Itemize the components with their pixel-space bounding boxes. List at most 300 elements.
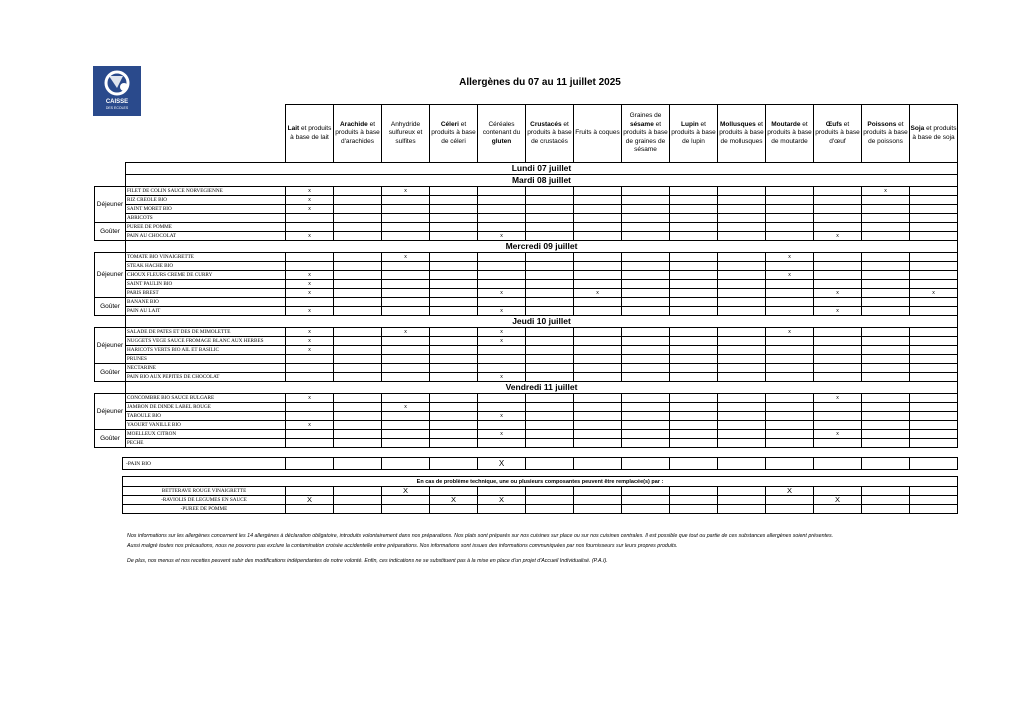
allergen-cell (814, 394, 862, 403)
allergen-cell (430, 205, 478, 214)
allergen-cell (382, 430, 430, 439)
allergen-cell (286, 421, 334, 430)
allergen-cell (766, 505, 814, 514)
allergen-cell (526, 496, 574, 505)
allergen-name-2: gluten (491, 137, 512, 145)
allergen-mark: x (788, 272, 791, 278)
allergen-name: Mollusques (720, 120, 756, 128)
menu-item-row (95, 355, 958, 364)
allergen-cell (670, 205, 718, 214)
allergen-cell (382, 214, 430, 223)
allergen-cell (814, 187, 862, 196)
allergen-cell (910, 496, 958, 505)
allergen-cell (670, 487, 718, 496)
dish-name: PAIN AU CHOCOLAT (126, 232, 286, 241)
allergen-cell (478, 328, 526, 337)
allergen-cell (526, 214, 574, 223)
allergen-cell (622, 298, 670, 307)
allergen-cell (766, 232, 814, 241)
allergen-cell (478, 394, 526, 403)
allergen-cell (910, 223, 958, 232)
allergen-cell (286, 253, 334, 262)
allergen-cell (430, 187, 478, 196)
allergen-cell (862, 298, 910, 307)
allergen-header (574, 105, 622, 163)
menu-item-row (95, 439, 958, 448)
allergen-cell (814, 355, 862, 364)
allergen-mark: x (836, 290, 839, 296)
allergen-cell (766, 223, 814, 232)
allergen-header (430, 105, 478, 163)
dish-name: BANANE BIO (126, 298, 286, 307)
meal-label: Déjeuner (95, 328, 126, 364)
allergen-cell (622, 271, 670, 280)
allergen-cell (286, 280, 334, 289)
allergen-desc: et produits à base de lupin (671, 120, 716, 145)
menu-item-row (95, 214, 958, 223)
menu-item-row (95, 328, 958, 337)
replacement-dish: BETTERAVE ROUGE VINAIGRETTE (123, 487, 286, 496)
allergen-cell (766, 271, 814, 280)
allergen-mark: x (308, 188, 311, 194)
allergen-mark: x (308, 395, 311, 401)
allergen-cell (910, 307, 958, 316)
menu-item-row (95, 298, 958, 307)
allergen-cell (430, 346, 478, 355)
allergen-cell (910, 364, 958, 373)
allergen-cell (814, 346, 862, 355)
meal-label: Déjeuner (95, 187, 126, 223)
menu-item-row (95, 289, 958, 298)
allergen-cell (286, 346, 334, 355)
allergen-cell (478, 307, 526, 316)
allergen-cell (718, 307, 766, 316)
allergen-cell (286, 373, 334, 382)
menu-item-row (95, 187, 958, 196)
allergen-cell (430, 496, 478, 505)
note-paragraph-3: De plus, nos menus et nos recettes peuvent subir des modifications indépendantes de notre volonté. Enfin, ces indications ne se substituent pas à la mise en place d'un projet d'Accueil Individualisé. (P.A.I). (127, 558, 608, 564)
allergen-cell (334, 205, 382, 214)
allergen-cell (766, 373, 814, 382)
allergen-desc: et produits à base de moutarde (767, 120, 812, 145)
allergen-cell (862, 346, 910, 355)
allergen-cell (382, 364, 430, 373)
allergen-cell (862, 307, 910, 316)
allergen-cell (430, 262, 478, 271)
meal-label: Goûter (95, 430, 126, 448)
allergen-cell (910, 253, 958, 262)
allergen-mark: x (308, 308, 311, 314)
allergen-cell (382, 298, 430, 307)
allergen-cell (622, 232, 670, 241)
allergen-cell (622, 355, 670, 364)
allergen-cell (766, 421, 814, 430)
allergen-cell (430, 232, 478, 241)
allergen-cell (478, 346, 526, 355)
allergen-cell (286, 496, 334, 505)
allergen-cell (862, 403, 910, 412)
allergen-cell (478, 505, 526, 514)
allergen-cell (478, 373, 526, 382)
allergen-cell (574, 253, 622, 262)
allergen-header (862, 105, 910, 163)
allergen-cell (670, 364, 718, 373)
allergen-cell (286, 262, 334, 271)
allergen-cell (670, 271, 718, 280)
allergen-cell (910, 271, 958, 280)
allergen-cell (622, 205, 670, 214)
allergen-cell (526, 262, 574, 271)
allergen-cell (670, 421, 718, 430)
day-spacer (95, 316, 126, 328)
meal-label: Goûter (95, 364, 126, 382)
allergen-cell (334, 346, 382, 355)
allergen-cell (382, 271, 430, 280)
allergen-cell (526, 346, 574, 355)
allergen-cell (478, 337, 526, 346)
dish-name: CONCOMBRE BIO SAUCE BULGARE (126, 394, 286, 403)
allergen-cell (910, 289, 958, 298)
allergen-cell (574, 232, 622, 241)
allergen-cell (526, 328, 574, 337)
allergen-cell (430, 298, 478, 307)
allergen-cell (334, 355, 382, 364)
allergen-mark: x (932, 290, 935, 296)
day-label: Lundi 07 juillet (126, 163, 958, 175)
allergen-cell (622, 307, 670, 316)
allergen-cell (766, 187, 814, 196)
allergen-cell (334, 458, 382, 470)
allergen-header (910, 105, 958, 163)
allergen-cell (718, 403, 766, 412)
allergen-cell (910, 298, 958, 307)
allergen-cell (622, 364, 670, 373)
allergen-header (526, 105, 574, 163)
allergen-mark: x (404, 254, 407, 260)
dish-name: ABRICOTS (126, 214, 286, 223)
menu-item-row (95, 373, 958, 382)
allergen-cell (814, 439, 862, 448)
replacement-row (123, 505, 958, 514)
allergen-cell (286, 403, 334, 412)
allergen-cell (910, 187, 958, 196)
allergen-cell (526, 337, 574, 346)
allergen-cell (814, 262, 862, 271)
allergen-cell (766, 496, 814, 505)
menu-item-row (95, 337, 958, 346)
day-spacer (95, 175, 126, 187)
allergen-cell (334, 487, 382, 496)
bread-table (122, 457, 958, 470)
allergen-cell (670, 187, 718, 196)
allergen-cell (814, 421, 862, 430)
dish-name: FILET DE COLIN SAUCE NORVEGIENNE (126, 187, 286, 196)
allergen-cell (814, 271, 862, 280)
allergen-cell (286, 232, 334, 241)
dish-name: PECHE (126, 439, 286, 448)
allergen-cell (574, 373, 622, 382)
allergen-cell (574, 394, 622, 403)
allergen-cell (718, 328, 766, 337)
allergen-cell (430, 307, 478, 316)
allergen-cell (478, 262, 526, 271)
menu-item-row (95, 394, 958, 403)
allergen-cell (430, 394, 478, 403)
allergen-mark: x (308, 329, 311, 335)
allergen-cell (574, 364, 622, 373)
allergen-mark: x (500, 431, 503, 437)
allergen-name: Œufs (825, 120, 842, 128)
allergen-cell (478, 412, 526, 421)
allergen-mark: x (404, 404, 407, 410)
allergen-mark: x (788, 329, 791, 335)
allergen-cell (766, 439, 814, 448)
allergen-cell (478, 496, 526, 505)
allergen-cell (478, 430, 526, 439)
allergen-cell (814, 458, 862, 470)
day-label: Jeudi 10 juillet (126, 316, 958, 328)
allergen-mark: x (308, 281, 311, 287)
allergen-cell (910, 458, 958, 470)
allergen-cell (670, 496, 718, 505)
allergen-cell (286, 205, 334, 214)
allergen-cell (718, 253, 766, 262)
allergen-cell (670, 373, 718, 382)
menu-item-row (95, 307, 958, 316)
allergen-cell (622, 496, 670, 505)
allergen-cell (478, 196, 526, 205)
allergen-cell (286, 271, 334, 280)
menu-item-row (95, 232, 958, 241)
allergen-cell (382, 289, 430, 298)
allergen-header (718, 105, 766, 163)
allergen-cell (574, 439, 622, 448)
day-label: Vendredi 11 juillet (126, 382, 958, 394)
allergen-cell (622, 394, 670, 403)
allergen-cell (334, 253, 382, 262)
allergen-cell (814, 289, 862, 298)
allergen-mark: x (836, 431, 839, 437)
allergen-mark: X (834, 495, 840, 504)
allergen-cell (718, 346, 766, 355)
menu-item-row (95, 253, 958, 262)
allergen-cell (430, 412, 478, 421)
allergen-desc: et produits à base d'arachides (335, 120, 380, 145)
allergen-cell (382, 307, 430, 316)
allergen-cell (718, 421, 766, 430)
allergen-cell (382, 355, 430, 364)
allergen-cell (574, 346, 622, 355)
allergen-cell (382, 337, 430, 346)
replacement-dish: -RAVIOLIS DE LEGUMES EN SAUCE (123, 496, 286, 505)
menu-item-row (95, 430, 958, 439)
allergen-cell (382, 187, 430, 196)
allergen-mark: x (308, 422, 311, 428)
allergen-cell (862, 421, 910, 430)
allergen-mark: x (308, 206, 311, 212)
allergen-cell (670, 412, 718, 421)
allergen-cell (622, 214, 670, 223)
allergen-cell (862, 271, 910, 280)
allergen-mark: x (500, 329, 503, 335)
allergen-mark: x (308, 338, 311, 344)
allergen-cell (430, 373, 478, 382)
allergen-mark: x (308, 197, 311, 203)
allergen-cell (574, 214, 622, 223)
allergen-cell (622, 253, 670, 262)
allergen-desc: et produits à base de mollusques (719, 120, 764, 145)
allergen-cell (910, 328, 958, 337)
allergen-cell (574, 271, 622, 280)
allergen-cell (718, 364, 766, 373)
allergen-cell (622, 280, 670, 289)
allergen-cell (574, 505, 622, 514)
allergen-cell (670, 337, 718, 346)
dish-name: SALADE DE PATES ET DES DE MIMOLETTE (126, 328, 286, 337)
allergen-cell (478, 289, 526, 298)
allergen-cell (286, 430, 334, 439)
allergen-cell (766, 205, 814, 214)
allergen-cell (910, 421, 958, 430)
meal-label: Déjeuner (95, 253, 126, 298)
allergen-cell (334, 430, 382, 439)
allergen-desc: Graines de (629, 112, 662, 120)
allergen-cell (430, 328, 478, 337)
allergen-cell (862, 262, 910, 271)
allergen-cell (622, 430, 670, 439)
allergen-cell (718, 214, 766, 223)
allergen-cell (574, 196, 622, 205)
allergen-cell (622, 337, 670, 346)
allergen-cell (622, 196, 670, 205)
allergen-cell (430, 337, 478, 346)
allergen-mark: X (402, 486, 408, 495)
allergen-cell (382, 458, 430, 470)
allergen-name: Soja (910, 124, 925, 132)
allergen-mark: x (500, 233, 503, 239)
allergen-cell (526, 403, 574, 412)
allergen-cell (718, 337, 766, 346)
dish-name: PARIS BREST (126, 289, 286, 298)
allergen-cell (334, 421, 382, 430)
allergen-cell (334, 412, 382, 421)
allergen-desc: et produits à base d'œuf (815, 120, 860, 145)
menu-item-row (95, 403, 958, 412)
allergen-cell (862, 232, 910, 241)
allergen-header (622, 105, 670, 163)
allergen-cell (382, 421, 430, 430)
allergen-cell (766, 355, 814, 364)
allergen-cell (574, 355, 622, 364)
allergen-cell (334, 364, 382, 373)
allergen-cell (718, 232, 766, 241)
allergen-cell (334, 505, 382, 514)
allergen-cell (622, 487, 670, 496)
allergen-cell (478, 253, 526, 262)
allergen-mark: x (836, 308, 839, 314)
allergen-mark: x (500, 338, 503, 344)
allergen-cell (766, 487, 814, 496)
allergen-cell (334, 307, 382, 316)
allergen-name: Céleri (440, 120, 459, 128)
allergen-cell (430, 289, 478, 298)
allergen-cell (430, 253, 478, 262)
logo-text-main: CAISSE (105, 99, 129, 105)
allergen-cell (382, 346, 430, 355)
allergen-cell (670, 355, 718, 364)
allergen-cell (814, 403, 862, 412)
allergen-name-2: sésame (629, 120, 654, 128)
allergen-cell (718, 458, 766, 470)
allergen-mark: x (500, 413, 503, 419)
allergen-cell (286, 364, 334, 373)
allergen-cell (430, 421, 478, 430)
allergen-cell (478, 205, 526, 214)
allergen-cell (334, 196, 382, 205)
allergen-cell (286, 458, 334, 470)
dish-name: NUGGETS VEGE SAUCE FROMAGE BLANC AUX HERBES (126, 337, 286, 346)
note-paragraph-2: Aussi malgré toutes nos précautions, nous ne pouvons pas exclure la contamination croisée accidentelle entre préparations. Nos informations sont issues des informations communiquées par nos fournisseurs sur leurs propres produits. (127, 543, 678, 549)
allergen-cell (910, 262, 958, 271)
menu-item-row (95, 364, 958, 373)
replacement-title: En cas de problème technique, une ou plusieurs composantes peuvent être remplacée(s) par : (123, 477, 958, 487)
allergen-cell (766, 337, 814, 346)
allergen-cell (910, 232, 958, 241)
allergen-cell (526, 298, 574, 307)
allergen-cell (766, 298, 814, 307)
allergen-cell (526, 355, 574, 364)
allergen-cell (622, 505, 670, 514)
allergen-cell (862, 496, 910, 505)
allergen-cell (814, 307, 862, 316)
allergen-cell (814, 298, 862, 307)
allergen-mark: x (308, 233, 311, 239)
allergen-cell (718, 496, 766, 505)
allergen-cell (286, 439, 334, 448)
allergen-header (478, 105, 526, 163)
allergen-cell (622, 262, 670, 271)
menu-item-row (95, 262, 958, 271)
dish-name: HARICOTS VERTS BIO AIL ET BASILIC (126, 346, 286, 355)
allergen-cell (910, 205, 958, 214)
allergen-cell (622, 346, 670, 355)
allergen-cell (526, 280, 574, 289)
allergen-cell (382, 223, 430, 232)
allergen-cell (478, 458, 526, 470)
allergen-cell (574, 487, 622, 496)
allergen-mark: x (884, 188, 887, 194)
allergen-cell (430, 458, 478, 470)
allergen-cell (718, 505, 766, 514)
allergen-cell (910, 505, 958, 514)
allergen-cell (334, 337, 382, 346)
dish-name: STEAK HACHE BIO (126, 262, 286, 271)
allergen-cell (814, 232, 862, 241)
allergen-mark: x (500, 308, 503, 314)
allergen-cell (718, 187, 766, 196)
dish-name: CHOUX FLEURS CREME DE CURRY (126, 271, 286, 280)
allergen-cell (334, 373, 382, 382)
allergen-cell (526, 487, 574, 496)
allergen-cell (286, 307, 334, 316)
dish-name: YAOURT VANILLE BIO (126, 421, 286, 430)
allergen-cell (574, 307, 622, 316)
replacement-row (123, 496, 958, 505)
allergen-cell (622, 289, 670, 298)
allergen-mark: x (308, 290, 311, 296)
allergen-cell (574, 205, 622, 214)
allergen-desc: Céréales contenant du (482, 120, 521, 137)
